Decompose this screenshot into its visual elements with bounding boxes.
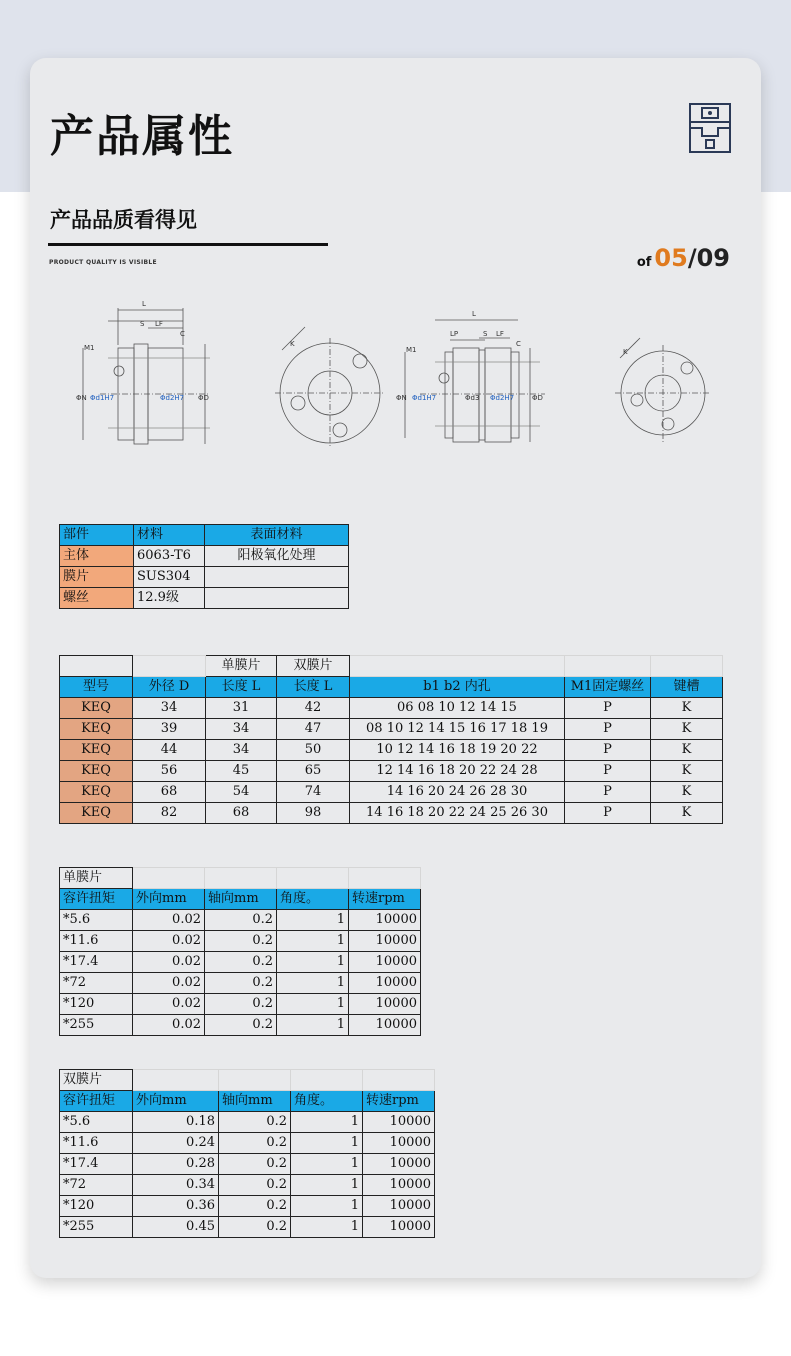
page-prefix: of	[636, 255, 652, 270]
angle-cell: 1	[277, 973, 349, 994]
header-cell: 轴向mm	[205, 889, 277, 910]
table-header-row	[60, 1091, 435, 1112]
torque-cell: *72	[60, 973, 133, 994]
group-label-double: 双膜片	[277, 656, 350, 677]
speed-cell: 10000	[363, 1175, 435, 1196]
table-row	[60, 1154, 435, 1175]
section-subtitle: 产品品质看得见	[50, 208, 197, 232]
dim-label-LF-double: LF	[496, 330, 504, 338]
axial-cell: 0.2	[205, 994, 277, 1015]
keyway-cell: K	[651, 740, 723, 761]
length-double-cell: 74	[277, 782, 350, 803]
length-double-cell: 42	[277, 698, 350, 719]
header-cell: 外向mm	[133, 1091, 219, 1112]
torque-cell: *120	[60, 1196, 133, 1217]
table-row	[60, 546, 349, 567]
empty-cell	[277, 868, 349, 889]
keyway-cell: K	[651, 761, 723, 782]
dim-label-K: K	[290, 340, 295, 348]
screw-cell: P	[565, 698, 651, 719]
angle-cell: 1	[277, 952, 349, 973]
torque-cell: *72	[60, 1175, 133, 1196]
radial-cell: 0.02	[133, 910, 205, 931]
double-coupling-front-view	[615, 338, 710, 442]
axial-cell: 0.2	[205, 973, 277, 994]
dim-label-C: C	[180, 330, 185, 338]
empty-cell	[60, 656, 133, 677]
speed-cell: 10000	[349, 931, 421, 952]
header-cell: 轴向mm	[219, 1091, 291, 1112]
model-cell: KEQ	[60, 740, 133, 761]
torque-cell: *11.6	[60, 931, 133, 952]
dim-label-d1: Φd1H7	[90, 394, 115, 402]
length-double-cell: 47	[277, 719, 350, 740]
empty-cell	[363, 1070, 435, 1091]
double-diaphragm-table	[59, 1069, 435, 1238]
page-indicator	[637, 244, 730, 272]
empty-cell	[291, 1070, 363, 1091]
angle-cell: 1	[291, 1196, 363, 1217]
dim-label-D-double: ΦD	[532, 394, 543, 402]
page-title: 产品属性	[50, 111, 234, 162]
length-double-cell: 50	[277, 740, 350, 761]
header-cell: 转速rpm	[363, 1091, 435, 1112]
axial-cell: 0.2	[205, 910, 277, 931]
header-cell: 角度。	[277, 889, 349, 910]
outer-diameter-cell: 39	[133, 719, 206, 740]
outer-diameter-cell: 82	[133, 803, 206, 824]
length-single-cell: 45	[206, 761, 277, 782]
torque-cell: *120	[60, 994, 133, 1015]
speed-cell: 10000	[349, 1015, 421, 1036]
torque-cell: *11.6	[60, 1133, 133, 1154]
radial-cell: 0.02	[133, 973, 205, 994]
angle-cell: 1	[291, 1133, 363, 1154]
length-single-cell: 31	[206, 698, 277, 719]
speed-cell: 10000	[363, 1112, 435, 1133]
table-row	[60, 910, 421, 931]
radial-cell: 0.02	[133, 931, 205, 952]
table-row	[60, 761, 723, 782]
table-row	[60, 1015, 421, 1036]
length-single-cell: 54	[206, 782, 277, 803]
dim-label-L: L	[142, 300, 146, 308]
surface-cell	[205, 567, 349, 588]
empty-cell	[133, 1070, 219, 1091]
length-single-cell: 68	[206, 803, 277, 824]
screw-cell: P	[565, 782, 651, 803]
axial-cell: 0.2	[205, 952, 277, 973]
bore-cell: 12 14 16 18 20 22 24 28	[350, 761, 565, 782]
empty-cell	[133, 868, 205, 889]
header-cell: 容许扭矩	[60, 889, 133, 910]
outer-diameter-cell: 44	[133, 740, 206, 761]
torque-cell: *255	[60, 1015, 133, 1036]
torque-cell: *17.4	[60, 952, 133, 973]
radial-cell: 0.18	[133, 1112, 219, 1133]
table-group-row	[60, 656, 723, 677]
surface-cell: 阳极氧化处理	[205, 546, 349, 567]
header-cell: 材料	[134, 525, 205, 546]
table-row	[60, 1175, 435, 1196]
screw-cell: P	[565, 761, 651, 782]
group-label-single: 单膜片	[206, 656, 277, 677]
keyway-cell: K	[651, 719, 723, 740]
length-double-cell: 65	[277, 761, 350, 782]
header-cell: b1 b2 内孔	[350, 677, 565, 698]
bore-cell: 10 12 14 16 18 19 20 22	[350, 740, 565, 761]
dim-label-d3: Φd3	[465, 394, 480, 402]
table-title-row	[60, 1070, 435, 1091]
table-title: 单膜片	[60, 868, 133, 889]
table-row	[60, 1112, 435, 1133]
part-cell: 主体	[60, 546, 134, 567]
speed-cell: 10000	[349, 910, 421, 931]
length-single-cell: 34	[206, 719, 277, 740]
single-coupling-side-view	[83, 308, 210, 444]
material-cell: SUS304	[134, 567, 205, 588]
speed-cell: 10000	[349, 952, 421, 973]
speed-cell: 10000	[363, 1217, 435, 1238]
english-subtitle: PRODUCT QUALITY IS VISIBLE	[49, 259, 157, 266]
header-cell: 表面材料	[205, 525, 349, 546]
torque-cell: *5.6	[60, 1112, 133, 1133]
axial-cell: 0.2	[219, 1154, 291, 1175]
screw-cell: P	[565, 803, 651, 824]
radial-cell: 0.02	[133, 1015, 205, 1036]
keyway-cell: K	[651, 803, 723, 824]
radial-cell: 0.24	[133, 1133, 219, 1154]
torque-cell: *17.4	[60, 1154, 133, 1175]
table-row	[60, 1217, 435, 1238]
torque-cell: *5.6	[60, 910, 133, 931]
angle-cell: 1	[277, 994, 349, 1015]
axial-cell: 0.2	[219, 1175, 291, 1196]
speed-cell: 10000	[363, 1133, 435, 1154]
materials-table	[59, 524, 349, 609]
table-row	[60, 931, 421, 952]
bore-cell: 14 16 20 24 26 28 30	[350, 782, 565, 803]
dim-label-S-double: S	[483, 330, 488, 338]
torque-cell: *255	[60, 1217, 133, 1238]
model-cell: KEQ	[60, 719, 133, 740]
dim-label-S: S	[140, 320, 145, 328]
axial-cell: 0.2	[205, 1015, 277, 1036]
table-header-row	[60, 525, 349, 546]
angle-cell: 1	[291, 1175, 363, 1196]
dim-label-M1: M1	[84, 344, 95, 352]
table-header-row	[60, 889, 421, 910]
dim-label-LP: LP	[450, 330, 459, 338]
table-row	[60, 1133, 435, 1154]
radial-cell: 0.34	[133, 1175, 219, 1196]
radial-cell: 0.02	[133, 994, 205, 1015]
header-cell: 容许扭矩	[60, 1091, 133, 1112]
screw-cell: P	[565, 719, 651, 740]
angle-cell: 1	[277, 910, 349, 931]
bore-cell: 06 08 10 12 14 15	[350, 698, 565, 719]
empty-cell	[349, 868, 421, 889]
outer-diameter-cell: 56	[133, 761, 206, 782]
keyway-cell: K	[651, 698, 723, 719]
header-cell: 转速rpm	[349, 889, 421, 910]
speed-cell: 10000	[363, 1154, 435, 1175]
empty-cell	[133, 656, 206, 677]
header-cell: 长度 L	[277, 677, 350, 698]
empty-cell	[219, 1070, 291, 1091]
screw-cell: P	[565, 740, 651, 761]
empty-cell	[350, 656, 565, 677]
dim-label-d1-double: Φd1H7	[412, 394, 437, 402]
outer-diameter-cell: 34	[133, 698, 206, 719]
page-total: 09	[696, 244, 730, 272]
radial-cell: 0.28	[133, 1154, 219, 1175]
table-header-row	[60, 677, 723, 698]
outer-diameter-cell: 68	[133, 782, 206, 803]
header-cell: 角度。	[291, 1091, 363, 1112]
part-cell: 螺丝	[60, 588, 134, 609]
angle-cell: 1	[291, 1112, 363, 1133]
radial-cell: 0.45	[133, 1217, 219, 1238]
page-separator: /	[687, 244, 697, 272]
axial-cell: 0.2	[219, 1196, 291, 1217]
header-cell: 外径 D	[133, 677, 206, 698]
surface-cell	[205, 588, 349, 609]
header-cell: M1固定螺丝	[565, 677, 651, 698]
header-cell: 型号	[60, 677, 133, 698]
axial-cell: 0.2	[205, 931, 277, 952]
length-double-cell: 98	[277, 803, 350, 824]
table-row	[60, 588, 349, 609]
technical-drawings	[60, 290, 740, 470]
bore-cell: 14 16 18 20 22 24 25 26 30	[350, 803, 565, 824]
header-cell: 部件	[60, 525, 134, 546]
table-title: 双膜片	[60, 1070, 133, 1091]
table-row	[60, 782, 723, 803]
material-cell: 6063-T6	[134, 546, 205, 567]
axial-cell: 0.2	[219, 1217, 291, 1238]
coupling-logo-icon	[688, 102, 732, 154]
empty-cell	[205, 868, 277, 889]
dim-label-N: ΦN	[76, 394, 87, 402]
material-cell: 12.9级	[134, 588, 205, 609]
table-row	[60, 973, 421, 994]
radial-cell: 0.36	[133, 1196, 219, 1217]
table-row	[60, 698, 723, 719]
axial-cell: 0.2	[219, 1112, 291, 1133]
dim-label-D: ΦD	[198, 394, 209, 402]
angle-cell: 1	[277, 1015, 349, 1036]
model-cell: KEQ	[60, 698, 133, 719]
dim-label-d2: Φd2H7	[160, 394, 185, 402]
table-row	[60, 1196, 435, 1217]
speed-cell: 10000	[363, 1196, 435, 1217]
model-cell: KEQ	[60, 761, 133, 782]
speed-cell: 10000	[349, 994, 421, 1015]
length-single-cell: 34	[206, 740, 277, 761]
bore-cell: 08 10 12 14 15 16 17 18 19	[350, 719, 565, 740]
angle-cell: 1	[277, 931, 349, 952]
table-row	[60, 740, 723, 761]
table-row	[60, 994, 421, 1015]
single-diaphragm-table	[59, 867, 421, 1036]
double-coupling-side-view	[405, 320, 545, 442]
model-cell: KEQ	[60, 803, 133, 824]
dim-label-N-double: ΦN	[396, 394, 407, 402]
table-title-row	[60, 868, 421, 889]
part-cell: 膜片	[60, 567, 134, 588]
model-cell: KEQ	[60, 782, 133, 803]
header-cell: 长度 L	[206, 677, 277, 698]
angle-cell: 1	[291, 1154, 363, 1175]
table-row	[60, 952, 421, 973]
empty-cell	[651, 656, 723, 677]
empty-cell	[565, 656, 651, 677]
speed-cell: 10000	[349, 973, 421, 994]
table-row	[60, 567, 349, 588]
angle-cell: 1	[291, 1217, 363, 1238]
header-cell: 键槽	[651, 677, 723, 698]
keyway-cell: K	[651, 782, 723, 803]
dim-label-K-double: K	[623, 348, 628, 356]
dim-label-C-double: C	[516, 340, 521, 348]
axial-cell: 0.2	[219, 1133, 291, 1154]
subtitle-underline	[48, 243, 328, 246]
page-current: 05	[654, 244, 688, 272]
dim-label-L-double: L	[472, 310, 476, 318]
dim-label-d2-double: Φd2H7	[490, 394, 515, 402]
specs-table	[59, 655, 723, 824]
radial-cell: 0.02	[133, 952, 205, 973]
header-cell: 外向mm	[133, 889, 205, 910]
dim-label-LF: LF	[155, 320, 163, 328]
table-row	[60, 719, 723, 740]
dim-label-M1-double: M1	[406, 346, 417, 354]
table-row	[60, 803, 723, 824]
